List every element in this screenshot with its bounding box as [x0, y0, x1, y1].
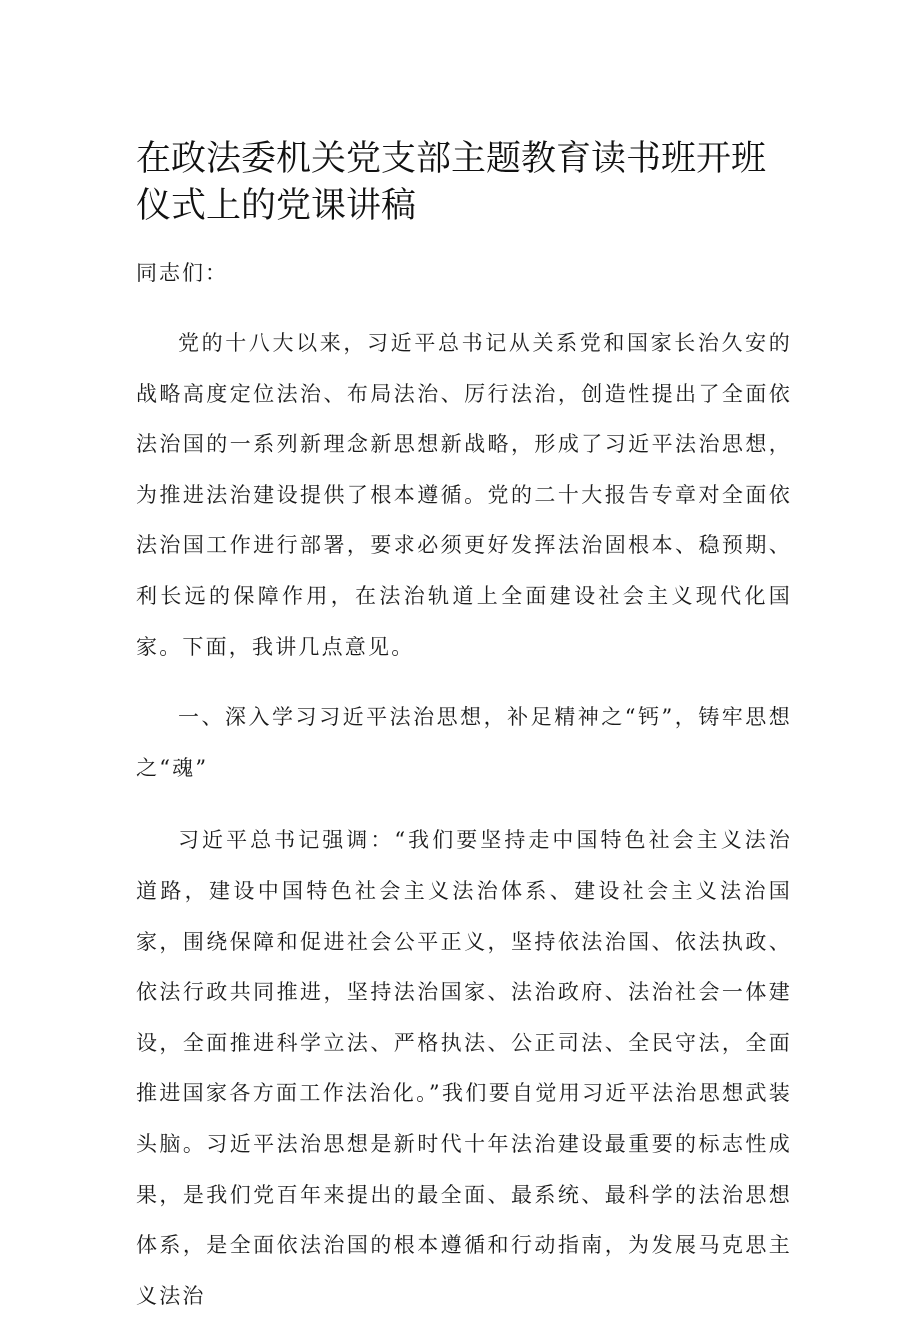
section-heading-1: 一、深入学习习近平法治思想，补足精神之“钙”，铸牢思想之“魂” — [136, 705, 792, 780]
paragraph-quote: 习近平总书记强调：“我们要坚持走中国特色社会主义法治道路，建设中国特色社会主义法治体系、建设社会主义法治国家，围绕保障和促进社会公平正义，坚持依法治国、依法执政、依法行政共同推进，坚持法治国家、法治政府、法治社会一体建设，全面推进科学立法、严格执法、公正司法、全民守法，全面推进国家各方面工作法治化。”我们要自觉用习近平法治思想武装头脑。习近平法治思想是新时代十年法治建设最重要的标志性成果，是我们党百年来提出的最全面、最系统、最科学的法治思想体系，是全面依法治国的根本遵循和行动指南，为发展马克思主义法治 — [136, 828, 792, 1308]
salutation: 同志们： — [136, 261, 228, 285]
document-title: 在政法委机关党支部主题教育读书班开班仪式上的党课讲稿 — [136, 139, 767, 226]
paragraph-intro: 党的十八大以来，习近平总书记从关系党和国家长治久安的战略高度定位法治、布局法治、厉行法治，创造性提出了全面依法治国的一系列新理念新思想新战略，形成了习近平法治思想，为推进法治建设提供了根本遵循。党的二十大报告专章对全面依法治国工作进行部署，要求必须更好发挥法治固根本、稳预期、利长远的保障作用，在法治轨道上全面建设社会主义现代化国家。下面，我讲几点意见。 — [136, 331, 792, 659]
document-body — [136, 136, 792, 1321]
